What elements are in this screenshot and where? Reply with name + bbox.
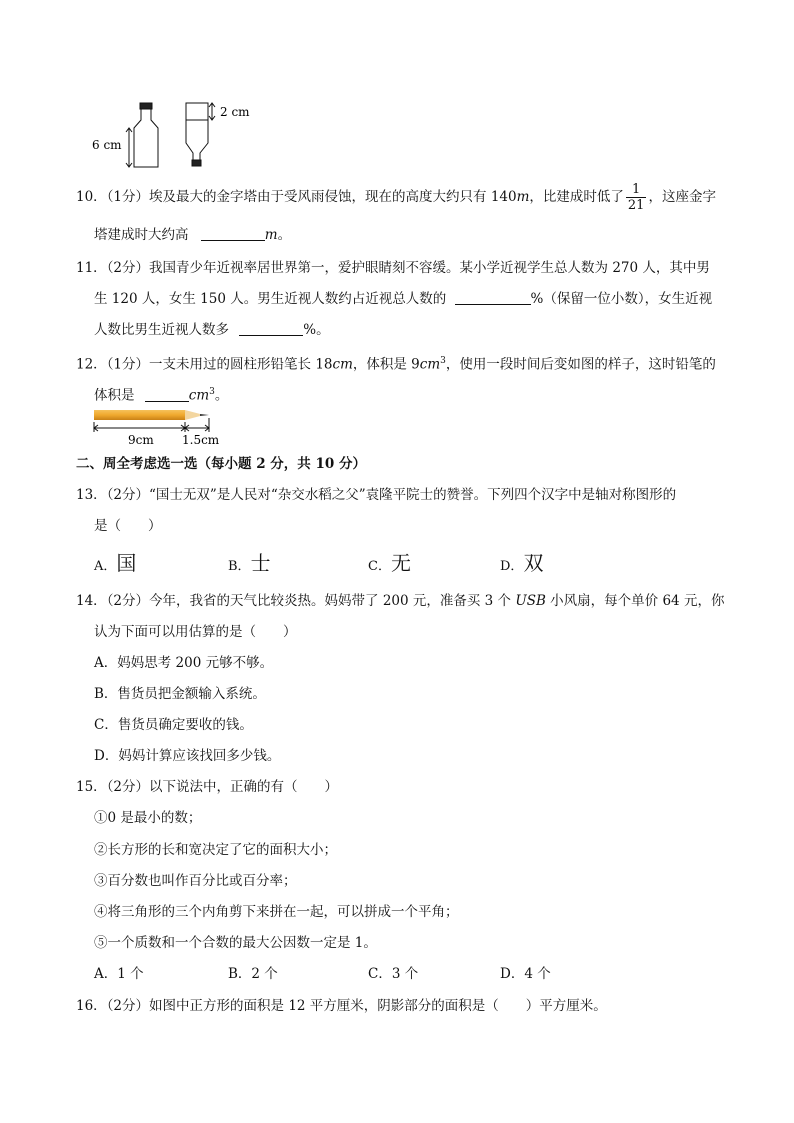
q15-option-c[interactable]: C．3 个: [368, 966, 419, 982]
q12-end: 。: [214, 387, 229, 404]
q13-text-a: “国士无双”是人民对“杂交水稻之父”袁隆平院士的赞誉。下列四个汉字中是轴对称图形的: [149, 487, 677, 503]
q10-text-c: ，这座金字: [648, 189, 716, 205]
q12-unit-end: cm: [188, 387, 210, 404]
q13-option-c-char: 无: [390, 551, 411, 575]
q10-fraction: [626, 182, 647, 213]
q16-text-a: 如图中正方形的面积是 12 平方厘米，阴影部分的面积是（ ）平方厘米。: [149, 998, 607, 1014]
q16-line1: [76, 997, 607, 1015]
q13-option-c[interactable]: [368, 550, 411, 580]
q10-frac-den: 21: [627, 198, 645, 213]
q13-score: （2分）: [106, 487, 150, 503]
q10-number: 10．: [76, 189, 107, 205]
q11-answer-blank-1[interactable]: [455, 290, 531, 305]
q11-text-b: 生 120 人，女生 150 人。男生近视人数约占近视总人数的: [94, 291, 447, 307]
q12-score: （1分）: [106, 356, 150, 373]
q13-option-a-letter: A．: [94, 559, 117, 574]
label-1-5cm: 1.5cm: [182, 433, 220, 447]
q13-number: 13．: [76, 487, 107, 503]
q13-option-d-char: 双: [523, 551, 544, 575]
q12-sup-end: 3: [209, 387, 215, 397]
q15-statement-3: ③百分数也叫作百分比或百分率；: [94, 873, 297, 889]
q14-option-b[interactable]: B．售货员把金额输入系统。: [94, 686, 266, 702]
q15-statement-1: ①0 是最小的数；: [94, 810, 202, 826]
q10-unit-end: m: [264, 227, 278, 243]
q13-option-a[interactable]: [94, 550, 136, 580]
label-2cm: 2 cm: [220, 105, 250, 119]
q13-option-b-letter: B．: [228, 559, 251, 574]
q11-number: 11．: [76, 260, 107, 276]
q14-text-b: 小风扇，每个单价 64 元，你: [545, 593, 725, 609]
q11-line1: [76, 259, 710, 277]
q15-statement-4: ④将三角形的三个内角剪下来拼在一起，可以拼成一个平角；: [94, 904, 459, 920]
upright-bottle: [134, 103, 158, 167]
q10-line1: [76, 182, 716, 213]
bottle-figure: [88, 98, 268, 170]
q14-option-d[interactable]: D．妈妈计算应该找回多少钱。: [94, 748, 281, 764]
q14-option-a[interactable]: A．妈妈思考 200 元够不够。: [94, 655, 274, 671]
inverted-bottle: [186, 103, 208, 166]
q15-number: 15．: [76, 779, 107, 795]
pencil-figure: [92, 404, 232, 448]
q12-answer-blank[interactable]: [145, 387, 189, 402]
q12-text-a: 一支未用过的圆柱形铅笔长 18: [149, 356, 333, 373]
q10-text-d: 塔建成时大约高: [94, 227, 189, 243]
q11-text-d: 人数比男生近视人数多: [94, 322, 229, 338]
q13-option-a-char: 国: [116, 551, 137, 575]
q12-text-b: ，体积是 9: [352, 356, 420, 373]
q13-option-b[interactable]: [228, 550, 271, 580]
q14-text-c: 认为下面可以用估算的是（ ）: [94, 624, 297, 640]
q15-line1: [76, 778, 338, 796]
label-9cm: 9cm: [128, 433, 154, 447]
q10-frac-num: 1: [626, 182, 647, 198]
q14-text-a: 今年，我省的天气比较炎热。妈妈带了 200 元，准备买 3 个: [149, 593, 516, 609]
q14-usb: USB: [515, 593, 546, 609]
section2-title: 二、周全考虑选一选（每小题 2 分，共 10 分）: [76, 456, 366, 472]
q13-option-d-letter: D．: [500, 559, 524, 574]
label-6cm: 6 cm: [92, 138, 122, 152]
q16-score: （2分）: [106, 998, 150, 1014]
q14-number: 14．: [76, 593, 107, 609]
q10-end: 。: [277, 227, 292, 243]
q12-unit-cm: cm: [332, 356, 353, 373]
q12-line1: [76, 352, 716, 374]
q16-number: 16．: [76, 998, 107, 1014]
q13-line2: [94, 517, 162, 535]
q14-option-c[interactable]: C．售货员确定要收的钱。: [94, 717, 253, 733]
q12-line2: [94, 383, 228, 405]
q12-unit-cm3: cm: [419, 356, 441, 373]
q13-option-b-char: 士: [250, 551, 271, 575]
q10-score: （1分）: [106, 189, 150, 205]
q10-text-b: ，比建成时低了: [529, 189, 624, 205]
pencil-tip-lead: [200, 414, 209, 416]
q14-line2: [94, 623, 297, 641]
q12-number: 12．: [76, 356, 107, 373]
q11-answer-blank-2[interactable]: [239, 321, 303, 336]
q13-line1: [76, 486, 676, 504]
q10-text-a: 埃及最大的金字塔由于受风雨侵蚀，现在的高度大约只有 140: [149, 189, 517, 205]
q15-score: （2分）: [106, 779, 150, 795]
q11-score: （2分）: [106, 260, 150, 276]
q12-sup3: 3: [440, 356, 446, 366]
q10-answer-blank[interactable]: [201, 226, 265, 241]
q14-line1: [76, 592, 724, 610]
q10-line2: [94, 226, 291, 244]
q13-text-b: 是（ ）: [94, 518, 162, 534]
pencil-body: [94, 410, 185, 420]
q15-option-a[interactable]: A．1 个: [94, 966, 144, 982]
q15-statement-5: ⑤一个质数和一个合数的最大公因数一定是 1。: [94, 935, 377, 951]
q12-text-d: 体积是: [94, 387, 135, 404]
q11-text-a: 我国青少年近视率居世界第一，爱护眼睛刻不容缓。某小学近视学生总人数为 270 人，其中男: [149, 260, 710, 276]
q13-option-c-letter: C．: [368, 559, 391, 574]
q11-line2: [94, 290, 712, 308]
q11-line3: [94, 321, 330, 339]
q15-option-b[interactable]: B．2 个: [228, 966, 278, 982]
q14-score: （2分）: [106, 593, 150, 609]
q13-option-d[interactable]: [500, 550, 543, 580]
q15-statement-2: ②长方形的长和宽决定了它的面积大小；: [94, 842, 337, 858]
q10-unit: m: [516, 189, 530, 205]
q11-text-e: %。: [303, 322, 330, 338]
q15-option-d[interactable]: D．4 个: [500, 966, 551, 982]
q11-text-c: %（保留一位小数），女生近视: [530, 291, 713, 307]
q15-text-a: 以下说法中，正确的有（ ）: [149, 779, 339, 795]
q12-text-c: ，使用一段时间后变如图的样子，这时铅笔的: [445, 356, 716, 373]
